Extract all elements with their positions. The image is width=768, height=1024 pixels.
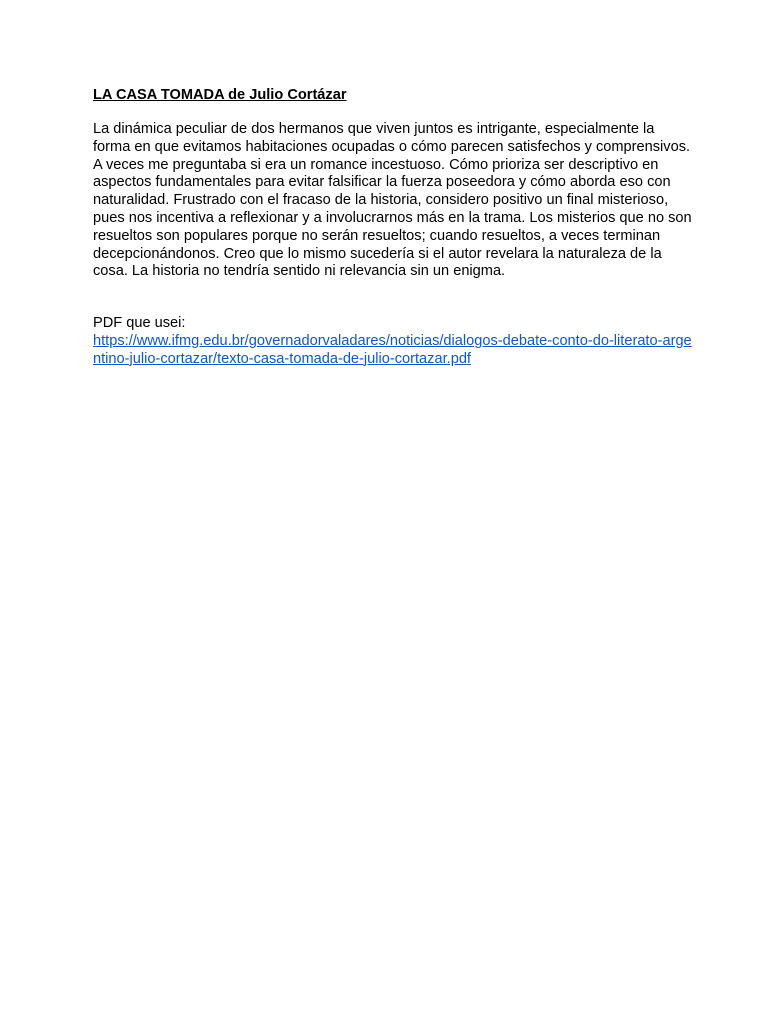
pdf-link-line[interactable]: https://www.ifmg.edu.br/governadorvaladares/noticias/dialogos-debate-conto-do-literato-arge (93, 332, 692, 349)
paragraph-line: decepcionándonos. Creo que lo mismo sucedería si el autor revelara la naturaleza de la (93, 245, 662, 262)
pdf-label: PDF que usei: (93, 315, 186, 332)
paragraph-line: forma en que evitamos habitaciones ocupadas o cómo parecen satisfechos y comprensivos. (93, 138, 691, 155)
pdf-reference (93, 315, 692, 368)
paragraph-line: La dinámica peculiar de dos hermanos que viven juntos es intrigante, especialmente la (93, 121, 655, 137)
pdf-link[interactable] (93, 332, 692, 369)
document-title: LA CASA TOMADA de Julio Cortázar (93, 87, 347, 103)
document-content (93, 86, 692, 369)
paragraph-line: naturalidad. Frustrado con el fracaso de la historia, considero positivo un final misterioso, (93, 192, 669, 209)
paragraph-line: aspectos fundamentales para evitar falsificar la fuerza poseedora y cómo aborda eso con (93, 174, 671, 191)
pdf-link-line[interactable]: ntino-julio-cortazar/texto-casa-tomada-de-julio-cortazar.pdf (93, 350, 471, 367)
body-paragraph (93, 121, 692, 281)
paragraph-line: pues nos incentiva a reflexionar y a involucrarnos más en la trama. Los misterios que no son (93, 209, 692, 226)
paragraph-line: resueltos son populares porque no serán resueltos; cuando resueltos, a veces terminan (93, 227, 661, 244)
paragraph-line: A veces me preguntaba si era un romance incestuoso. Cómo prioriza ser descriptivo en (93, 156, 659, 173)
paragraph-line: cosa. La historia no tendría sentido ni relevancia sin un enigma. (93, 263, 506, 280)
